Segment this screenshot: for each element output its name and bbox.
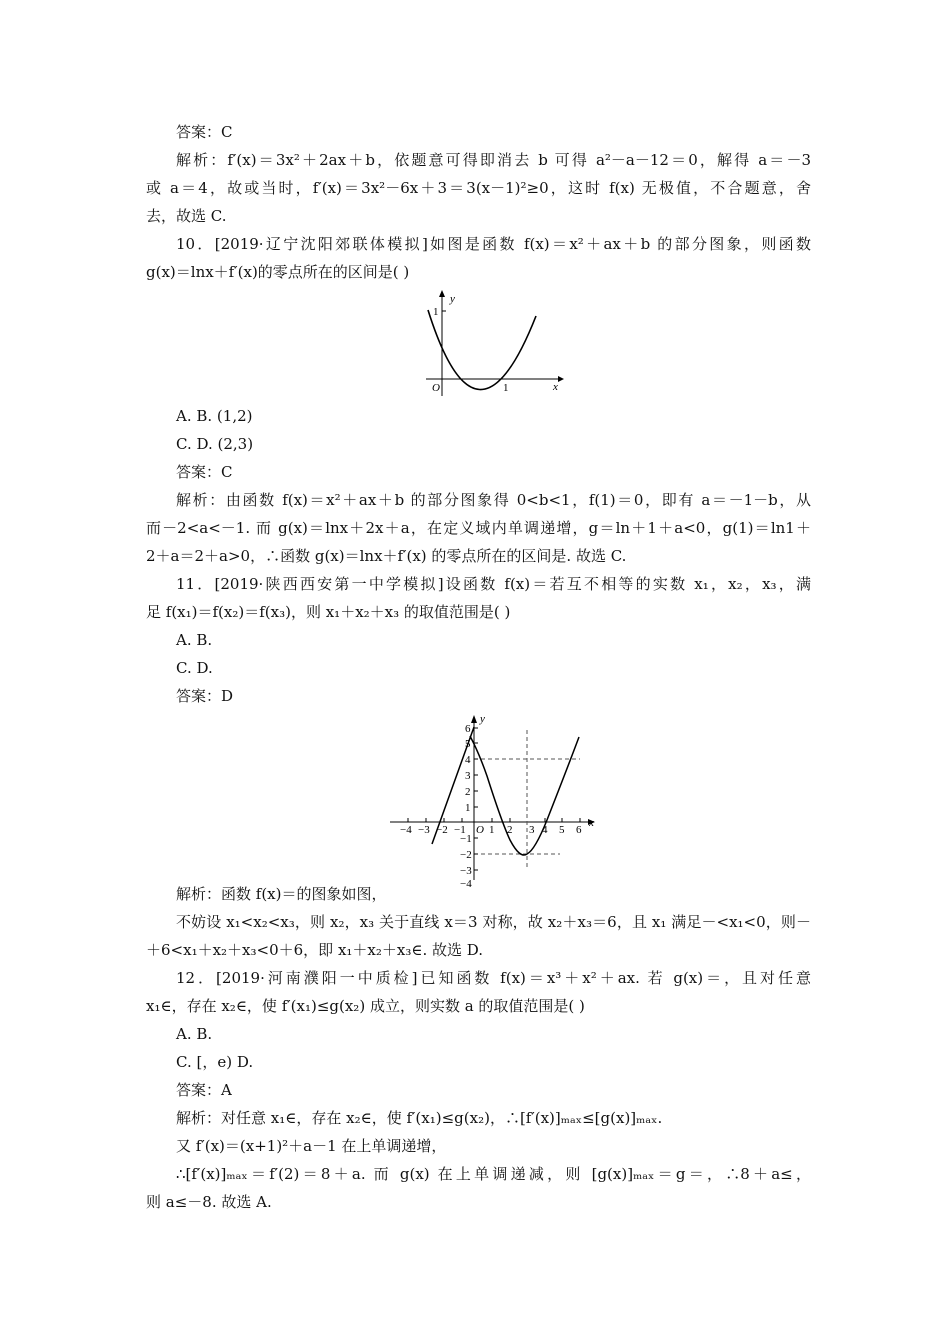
solution-10-line-2: 而－2<a<－1. 而 g(x)＝lnx＋2x＋a，在定义域内单调递增，g＝ln＋1＋a<0，g(1)＝ln1＋ — [146, 519, 811, 537]
figure-11-graph — [388, 712, 604, 890]
figure-10-origin-label: O — [432, 382, 440, 394]
solution-9-line-3: 去，故选 C. — [146, 207, 227, 225]
figure-11-x-tick-label: −4 — [400, 824, 412, 836]
answer-10: 答案：C — [176, 463, 233, 481]
figure-11-x-tick-label: −1 — [454, 824, 466, 836]
solution-10-line-1: 解析：由函数 f(x)＝x²＋ax＋b 的部分图象得 0<b<1，f(1)＝0，即有 a＝－1－b，从 — [176, 491, 811, 509]
solution-12-line-1: 解析：对任意 x₁∈，存在 x₂∈，使 f′(x₁)≤g(x₂)，∴[f′(x)]ₘₐₓ≤[g(x)]ₘₐₓ. — [176, 1109, 663, 1127]
figure-10-y-tick-label: 1 — [433, 306, 439, 318]
figure-10-x-arrow — [558, 376, 564, 382]
figure-11-y-tick-label: 2 — [465, 786, 471, 798]
figure-11-x-tick-label: 3 — [529, 824, 535, 836]
answer-9: 答案：C — [176, 123, 233, 141]
figure-11-y-tick-label: −3 — [460, 865, 472, 877]
figure-10-x-label: x — [553, 381, 558, 393]
choices-12-ab: A. B. — [176, 1025, 213, 1043]
figure-11-x-tick-label: 4 — [542, 824, 548, 836]
choices-11-cd: C. D. — [176, 659, 213, 677]
figure-11-y-tick-label: 6 — [465, 723, 471, 735]
figure-11-x-label: x — [589, 817, 594, 829]
figure-11-x-tick-label: 5 — [559, 824, 565, 836]
solution-9-line-2: 或 a＝4，故或当时，f′(x)＝3x²－6x＋3＝3(x－1)²≥0，这时 f(x) 无极值，不合题意，舍 — [146, 179, 811, 197]
figure-11-y-arrow — [471, 715, 477, 723]
figure-11-y-tick-label: 5 — [465, 738, 471, 750]
question-11-line-2: 足 f(x₁)＝f(x₂)＝f(x₃)，则 x₁＋x₂＋x₃ 的取值范围是( ) — [146, 603, 511, 621]
figure-11-origin-label: O — [476, 824, 484, 836]
figure-11-parabola-part — [470, 736, 579, 855]
figure-10-y-label: y — [450, 293, 455, 305]
choices-10-ab: A. B. (1,2) — [176, 407, 253, 425]
choices-11-ab: A. B. — [176, 631, 213, 649]
solution-10-line-3: 2＋a＝2＋a>0，∴函数 g(x)＝lnx＋f′(x) 的零点所在的区间是. 故选 C. — [146, 547, 627, 565]
figure-11-x-tick-label: −2 — [436, 824, 448, 836]
choices-10-cd: C. D. (2,3) — [176, 435, 254, 453]
figure-10-parabola — [424, 288, 564, 398]
question-12-line-2: x₁∈，存在 x₂∈，使 f′(x₁)≤g(x₂) 成立，则实数 a 的取值范围是( ) — [146, 997, 585, 1015]
solution-11-line-3: ＋6<x₁＋x₂＋x₃<0＋6，即 x₁＋x₂＋x₃∈. 故选 D. — [146, 941, 484, 959]
figure-11-x-tick-label: 1 — [489, 824, 495, 836]
question-12-line-1: 12．[2019·河南濮阳一中质检]已知函数 f(x)＝x³＋x²＋ax. 若 g(x)＝，且对任意 — [176, 969, 811, 987]
solution-12-line-2: 又 f′(x)＝(x+1)²＋a－1 在上单调递增， — [176, 1137, 447, 1155]
figure-11-y-tick-label: 3 — [465, 770, 471, 782]
figure-10-y-arrow — [439, 290, 445, 297]
figure-10-curve — [428, 310, 536, 390]
question-10-line-2: g(x)＝lnx＋f′(x)的零点所在的区间是( ) — [146, 263, 410, 281]
solution-11-line-2: 不妨设 x₁<x₂<x₃，则 x₂，x₃ 关于直线 x＝3 对称，故 x₂＋x₃＝6，且 x₁ 满足－<x₁<0，则－ — [176, 913, 811, 931]
solution-12-line-4: 则 a≤－8. 故选 A. — [146, 1193, 272, 1211]
solution-11-line-1: 解析：函数 f(x)＝的图象如图， — [176, 885, 387, 903]
figure-10-x-tick-label: 1 — [503, 382, 509, 394]
figure-11-x-tick-label: 6 — [576, 824, 582, 836]
answer-11: 答案：D — [176, 687, 234, 705]
figure-11-y-tick-label: 1 — [465, 802, 471, 814]
answer-12: 答案：A — [176, 1081, 232, 1099]
solution-9-line-1: 解析：f′(x)＝3x²＋2ax＋b，依题意可得即消去 b 可得 a²－a－12＝0，解得 a＝－3 — [176, 151, 811, 169]
question-10-line-1: 10．[2019·辽宁沈阳郊联体模拟]如图是函数 f(x)＝x²＋ax＋b 的部分图象，则函数 — [176, 235, 811, 253]
figure-11-x-ticks — [408, 818, 580, 822]
figure-11-y-tick-label: 4 — [465, 754, 471, 766]
solution-12-line-3: ∴[f′(x)]ₘₐₓ＝f′(2)＝8＋a. 而 g(x) 在上单调递减，则 [g(x)]ₘₐₓ＝g＝，∴8＋a≤， — [176, 1165, 811, 1183]
figure-11-y-label: y — [480, 713, 485, 725]
figure-11-y-tick-label: −1 — [460, 833, 472, 845]
figure-11-y-tick-label: −4 — [460, 878, 472, 890]
figure-11-x-tick-label: −3 — [418, 824, 430, 836]
question-11-line-1: 11．[2019·陕西西安第一中学模拟]设函数 f(x)＝若互不相等的实数 x₁，x₂，x₃，满 — [176, 575, 811, 593]
figure-11-x-tick-label: 2 — [507, 824, 513, 836]
choices-12-cd: C. [，e) D. — [176, 1053, 254, 1071]
figure-11-y-tick-label: −2 — [460, 849, 472, 861]
